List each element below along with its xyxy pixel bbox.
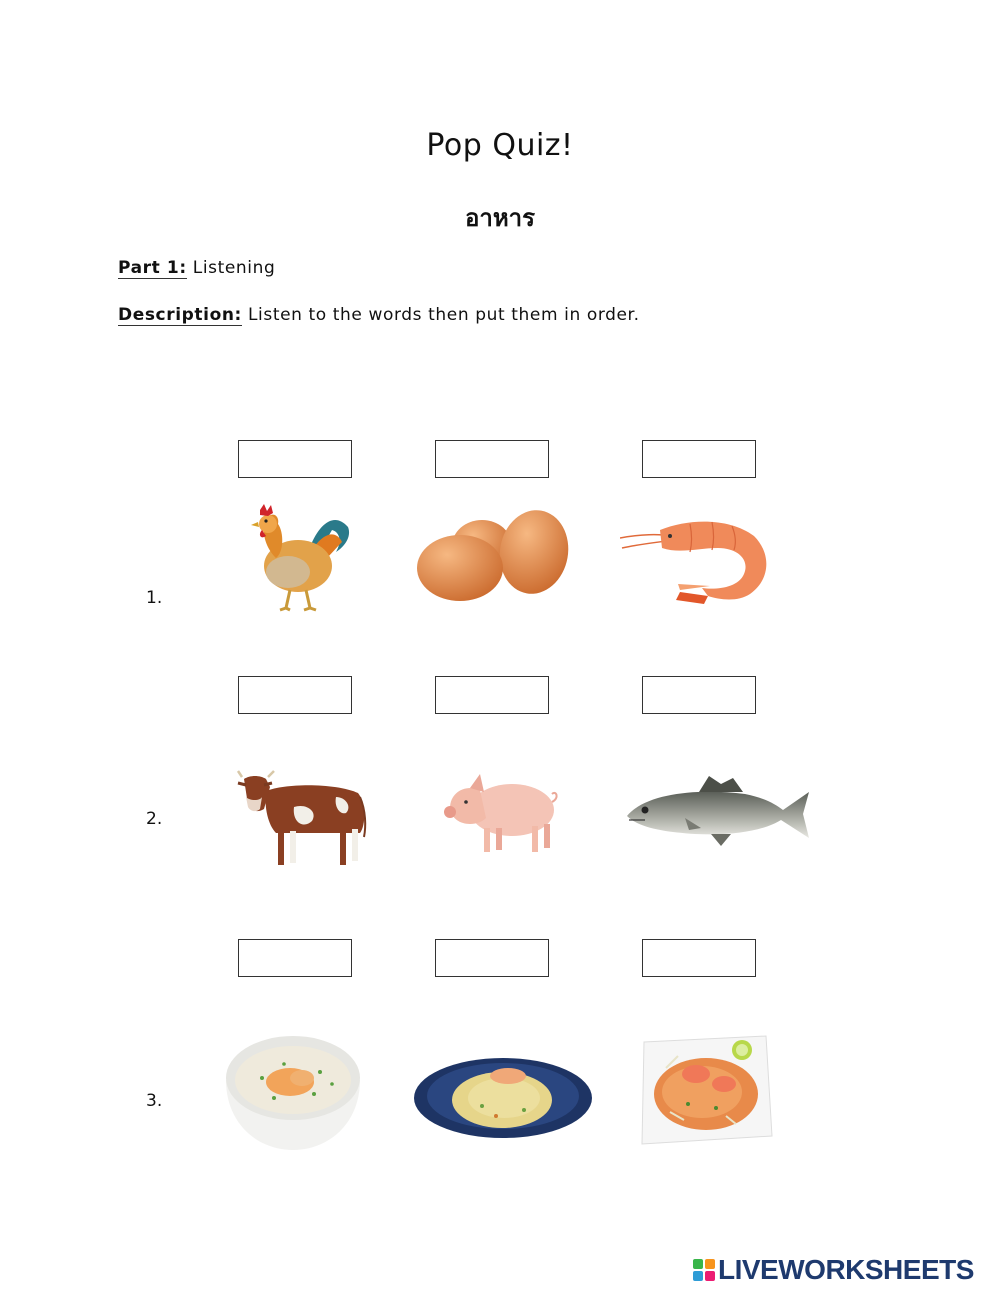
fried-rice-image [412,1056,594,1140]
logo-text: LIVEWORKSHEETS [718,1254,974,1285]
description-text: Listen to the words then put them in order. [247,305,640,325]
row-number-1: 1. [146,588,163,608]
page-title: Pop Quiz! [426,128,574,163]
answer-box-1-2[interactable] [435,440,549,478]
answer-box-1-3[interactable] [642,440,756,478]
pad-thai-image [636,1032,774,1148]
part-label: Part 1: [118,258,187,278]
logo-square-pink [705,1271,715,1281]
row-number-3: 3. [146,1091,163,1111]
part-text: Listening [192,258,276,278]
eggs-image [416,508,571,606]
rice-porridge-image [222,1028,364,1152]
logo-square-green [693,1259,703,1269]
part-line [118,258,275,278]
page-subtitle: อาหาร [464,204,536,232]
logo-mark-icon [693,1259,715,1281]
liveworksheets-logo [693,1255,974,1285]
answer-box-3-2[interactable] [435,939,549,977]
answer-box-3-3[interactable] [642,939,756,977]
row-number-2: 2. [146,809,163,829]
fish-image [625,774,811,848]
answer-box-3-1[interactable] [238,939,352,977]
logo-square-orange [705,1259,715,1269]
rooster-image [240,502,355,614]
description-line [118,305,640,325]
answer-box-2-2[interactable] [435,676,549,714]
answer-box-2-1[interactable] [238,676,352,714]
answer-box-2-3[interactable] [642,676,756,714]
logo-square-blue [693,1271,703,1281]
description-label: Description: [118,305,242,325]
shrimp-image [620,514,772,606]
pig-image [444,768,559,858]
cow-image [236,767,368,871]
answer-box-1-1[interactable] [238,440,352,478]
